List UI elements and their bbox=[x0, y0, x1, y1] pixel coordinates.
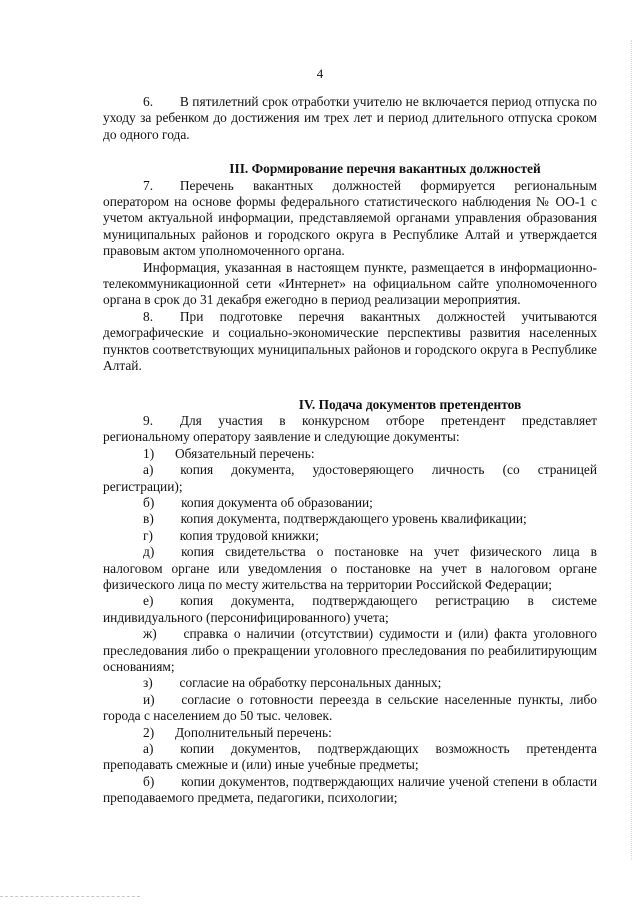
list-item bbox=[103, 692, 597, 725]
item-text: копия документа, удостоверяющего личность (со страницей регистрации); bbox=[103, 462, 597, 494]
list-2-heading bbox=[103, 725, 597, 741]
list-item bbox=[103, 774, 597, 807]
item-text: копия документа, подтверждающего уровень квалификации; bbox=[180, 511, 527, 527]
item-marker: г) bbox=[143, 527, 153, 543]
list-title: Дополнительный перечень: bbox=[175, 724, 332, 740]
item-text: копии документов, подтверждающих наличие ученой степени в области преподаваемого предмета, педагогики, психологии; bbox=[103, 773, 597, 806]
item-marker: д) bbox=[143, 544, 155, 560]
item-marker: з) bbox=[143, 675, 153, 691]
item-marker: а) bbox=[143, 741, 154, 757]
item-text: копии документов, подтверждающих возможность претендента преподавать смежные и (или) иные учебные предметы; bbox=[103, 741, 597, 773]
list-item bbox=[103, 462, 597, 495]
list-item bbox=[103, 511, 597, 527]
list-item bbox=[103, 675, 597, 691]
footer-rule bbox=[0, 896, 140, 897]
item-text: копия документа об образовании; bbox=[181, 494, 373, 510]
item-marker: и) bbox=[143, 691, 155, 707]
list-item bbox=[103, 495, 597, 511]
scan-artifact bbox=[629, 40, 632, 860]
page-number: 4 bbox=[316, 66, 324, 81]
item-marker: а) bbox=[143, 462, 154, 478]
item-text: копия свидетельства о постановке на учет физического лица в налоговом органе или уведомления о постановке на учет в налоговом органе физического лица по месту жительства на территории Российской Федерации; bbox=[103, 544, 597, 592]
list-marker: 2) bbox=[143, 724, 155, 740]
list-1-heading bbox=[103, 446, 597, 462]
item-text: согласие на обработку персональных данных; bbox=[179, 675, 442, 691]
item-marker: ж) bbox=[143, 626, 157, 642]
list-item bbox=[103, 544, 597, 593]
item-marker: б) bbox=[143, 494, 155, 510]
paragraph-7: 7. Перечень вакантных должностей формируется региональным оператором на основе формы федерального статистического наблюдения № ОО-1 с учетом актуальной информации, представляемой органами управления образования муниципальных районов и городского округа в Республике Алтай и утверждается правовым актом уполномоченного органа. bbox=[103, 177, 597, 259]
paragraph-7-info: Информация, указанная в настоящем пункте, размещается в информационно-телекоммуникационной сети «Интернет» на официальном сайте уполномоченного органа в срок до 31 декабря ежегодно в период реализации мероприятия. bbox=[103, 259, 597, 308]
paragraph-6: 6. В пятилетний срок отработки учителю не включается период отпуска по уходу за ребенком до достижения им трех лет и период длительного отпуска сроком до одного года. bbox=[103, 94, 597, 142]
list-item bbox=[103, 528, 597, 544]
list-item bbox=[103, 593, 597, 626]
item-marker: в) bbox=[143, 511, 154, 527]
item-marker: е) bbox=[143, 593, 154, 609]
list-item bbox=[103, 741, 597, 774]
item-text: согласие о готовности переезда в сельские населенные пункты, либо города с населением до 50 тыс. человек. bbox=[103, 691, 597, 724]
section-4-heading: IV. Подача документов претендентов bbox=[298, 396, 522, 412]
list-item bbox=[103, 626, 597, 675]
item-text: справка о наличии (отсутствии) судимости и (или) факта уголовного преследования либо о прекращении уголовного преследования по реабилитирующим основаниям; bbox=[103, 626, 597, 674]
section-3-heading: III. Формирование перечня вакантных должностей bbox=[229, 161, 541, 177]
item-text: копия документа, подтверждающего регистрацию в системе индивидуального (персонифицированного) учета; bbox=[103, 593, 597, 625]
item-text: копия трудовой книжки; bbox=[179, 527, 319, 543]
list-marker: 1) bbox=[143, 445, 155, 461]
paragraph-9: 9. Для участия в конкурсном отборе претендент представляет региональному оператору заявление и следующие документы: bbox=[103, 412, 597, 445]
item-marker: б) bbox=[143, 773, 155, 789]
paragraph-8: 8. При подготовке перечня вакантных должностей учитываются демографические и социально-экономические перспективы развития населенных пунктов соответствующих муниципальных районов и городского округа в Республике Алтай. bbox=[103, 308, 597, 374]
list-title: Обязательный перечень: bbox=[175, 445, 315, 461]
document-body bbox=[103, 94, 597, 807]
